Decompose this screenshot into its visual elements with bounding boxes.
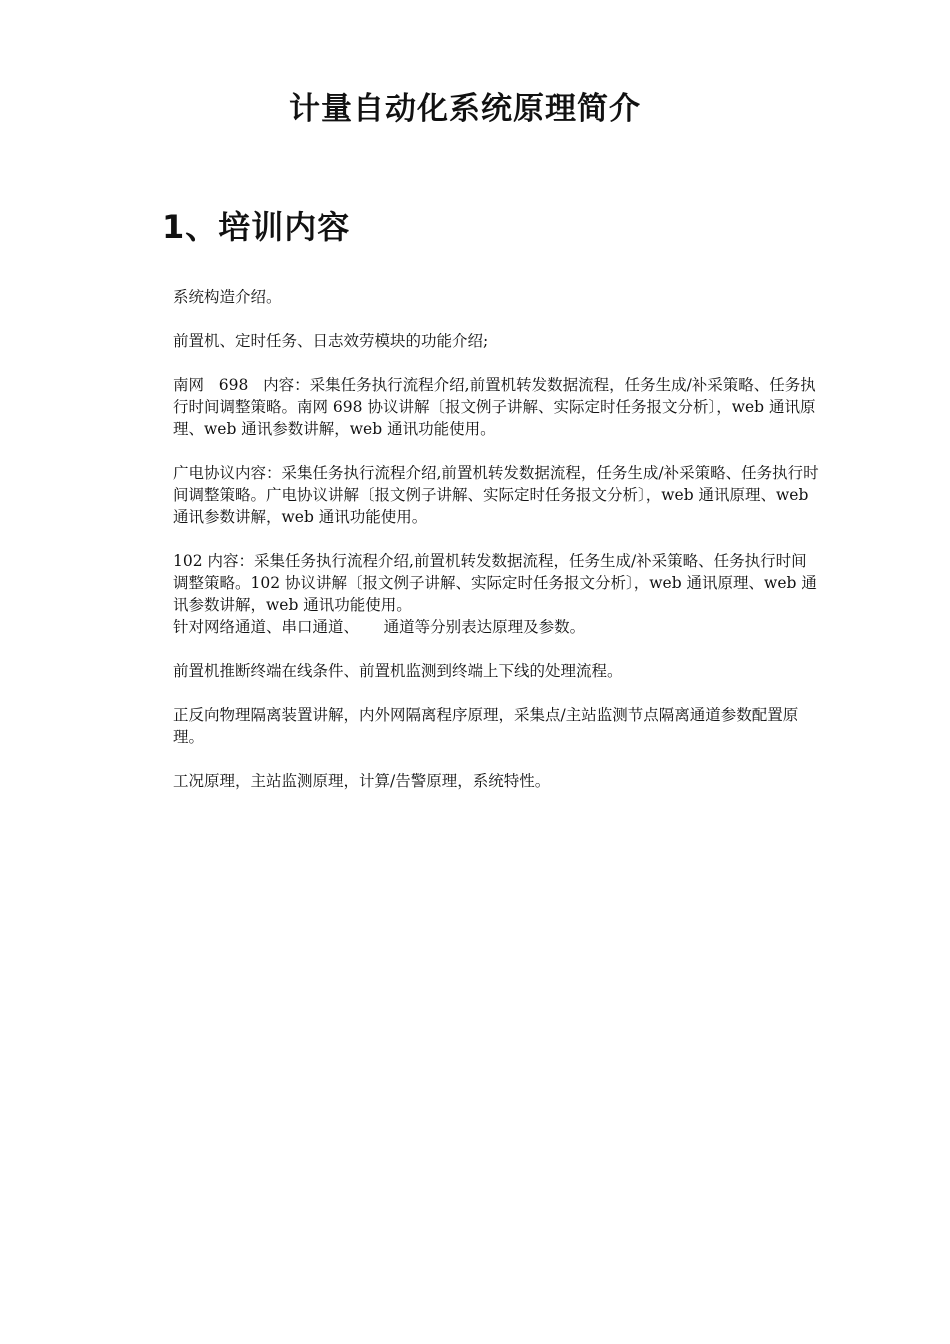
paragraph-working-condition: 工况原理，主站监测原理，计算/告警原理，系统特性。 <box>173 772 551 790</box>
paragraph-terminal-online: 前置机推断终端在线条件、前置机监测到终端上下线的处理流程。 <box>173 662 623 680</box>
paragraph-nanwang-698: 南网 698 内容：采集任务执行流程介绍,前置机转发数据流程，任务生成/补采策略、任务执行时间调整策略。南网 698 协议讲解〔报文例子讲解、实际定时任务报文分析〕，web 通讯原理、web 通讯参数讲解，web 通讯功能使用。 <box>173 376 816 438</box>
paragraph-isolation-device: 正反向物理隔离装置讲解，内外网隔离程序原理，采集点/主站监测节点隔离通道参数配置原理。 <box>173 706 799 746</box>
section-heading: 1、培训内容 <box>162 208 351 246</box>
paragraph-module-intro: 前置机、定时任务、日志效劳模块的功能介绍; <box>173 332 489 350</box>
paragraph-guangdian-protocol: 广电协议内容：采集任务执行流程介绍,前置机转发数据流程，任务生成/补采策略、任务执行时间调整策略。广电协议讲解〔报文例子讲解、实际定时任务报文分析〕，web 通讯原理、web 通讯参数讲解，web 通讯功能使用。 <box>173 464 819 526</box>
paragraph-channels: 针对网络通道、串口通道、 通道等分别表达原理及参数。 <box>173 618 586 636</box>
document-title: 计量自动化系统原理简介 <box>289 91 641 127</box>
paragraph-102-protocol: 102 内容：采集任务执行流程介绍,前置机转发数据流程，任务生成/补采策略、任务执行时间调整策略。102 协议讲解〔报文例子讲解、实际定时任务报文分析〕，web 通讯原理、web 通讯参数讲解，web 通讯功能使用。 <box>173 552 817 614</box>
document-body <box>173 286 821 814</box>
paragraph-system-structure: 系统构造介绍。 <box>173 288 282 306</box>
